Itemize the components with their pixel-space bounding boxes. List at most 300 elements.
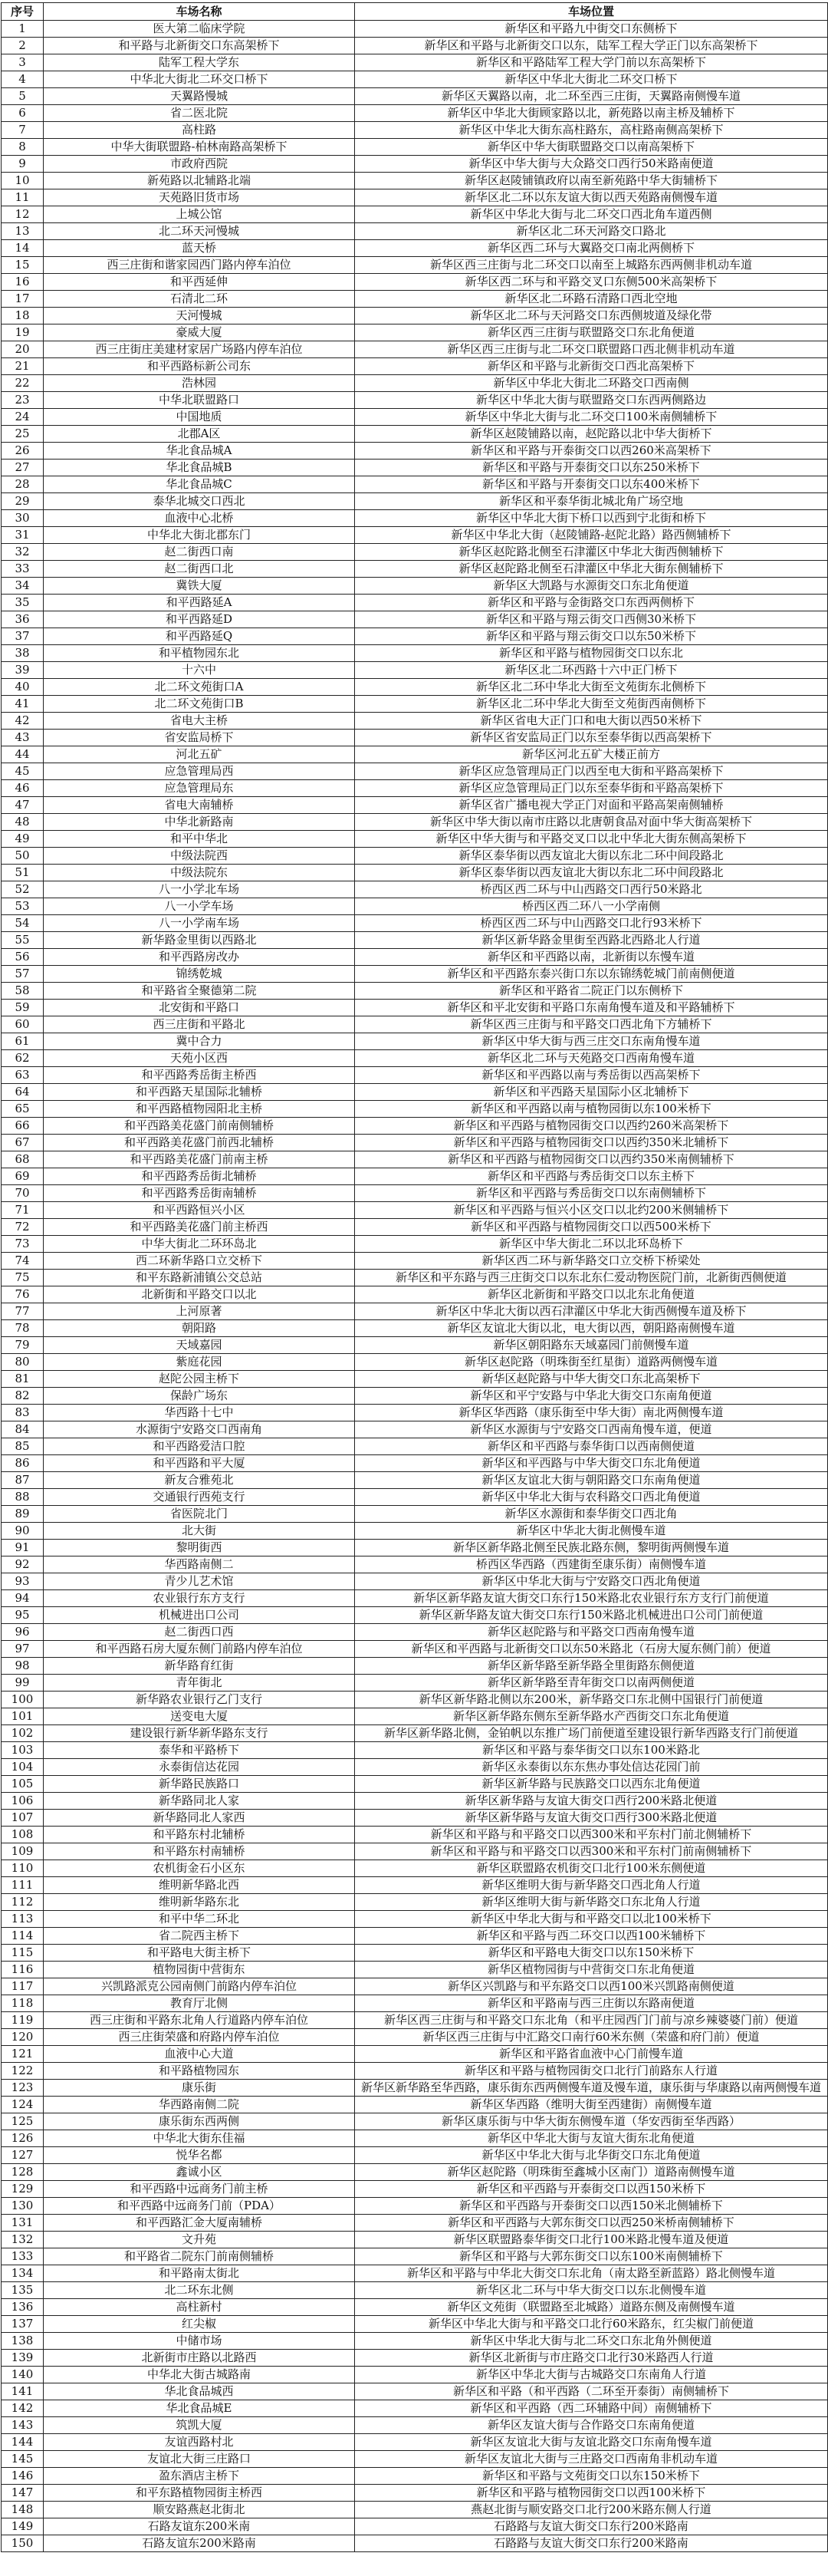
row-lot-name: 上河原著 (44, 1303, 355, 1320)
row-lot-location: 新华区和平西路与北新街交口以东50米路北（石房大厦东侧门前）便道 (355, 1641, 828, 1658)
row-lot-name: 十六中 (44, 662, 355, 679)
row-lot-name: 和平中华北 (44, 831, 355, 848)
row-index: 35 (2, 595, 44, 611)
table-row (2, 122, 828, 139)
table-row (2, 1860, 828, 1877)
row-lot-name: 和平西路美花盛门前南侧辅桥 (44, 1118, 355, 1135)
row-lot-location: 新华区北二环天河路交口路北 (355, 223, 828, 240)
row-lot-name: 华北食品城A (44, 443, 355, 460)
row-lot-location: 新华区西三庄街与和平路交口东北角（和平庄园西门门前与凉乡辣婆婆门前）便道 (355, 2012, 828, 2029)
row-index: 122 (2, 2063, 44, 2080)
table-row (2, 375, 828, 392)
row-lot-location: 新华区兴凯路与和平东路交口以西100米兴凯路南侧便道 (355, 1978, 828, 1995)
table-row (2, 730, 828, 746)
row-lot-location: 新华区和平路与开泰街交口以东400米桥下 (355, 476, 828, 493)
table-row (2, 493, 828, 510)
row-index: 61 (2, 1033, 44, 1050)
table-row (2, 966, 828, 983)
row-lot-name: 赵二街西口西 (44, 1624, 355, 1641)
row-lot-location: 新华区和平路与植物园街交口北行门前路东人行道 (355, 2063, 828, 2080)
table-row (2, 527, 828, 544)
row-index: 26 (2, 443, 44, 460)
table-row (2, 1303, 828, 1320)
row-lot-location: 新华区中华大街以南市庄路以北唐朝食品对面中华大街高架桥下 (355, 814, 828, 831)
table-row (2, 1573, 828, 1590)
table-row (2, 2367, 828, 2383)
row-lot-name: 文升苑 (44, 2232, 355, 2248)
row-index: 109 (2, 1843, 44, 1860)
row-lot-location: 新华区和平西路与植物园街交口以西约260米高架桥下 (355, 1118, 828, 1135)
parking-table (1, 2, 828, 2552)
row-lot-location: 新华区中华北大街下桥口以西到宁北街和桥下 (355, 510, 828, 527)
row-lot-name: 豪威大厦 (44, 324, 355, 341)
row-index: 10 (2, 173, 44, 189)
header-cell-name: 车场名称 (44, 3, 355, 21)
header-cell-index: 序号 (2, 3, 44, 21)
header-row (2, 3, 828, 21)
row-lot-location: 新华区和平路电大街交口以东150米桥下 (355, 1945, 828, 1962)
row-lot-location: 新华区新华路友谊大街交口东行150米路北农业银行东方支行门前便道 (355, 1590, 828, 1607)
row-lot-name: 高柱新村 (44, 2299, 355, 2316)
table-row (2, 1725, 828, 1742)
row-lot-location: 新华区维明大街与新华路交口东北角人行道 (355, 1894, 828, 1911)
row-lot-name: 北郡A区 (44, 426, 355, 443)
row-index: 84 (2, 1421, 44, 1438)
row-index: 117 (2, 1978, 44, 1995)
row-lot-name: 和平西路植物园阳北主桥 (44, 1101, 355, 1118)
row-lot-location: 新华区赵陀路北侧至石津灌区中华北大街东侧辅桥下 (355, 561, 828, 578)
row-index: 9 (2, 156, 44, 173)
row-lot-location: 新华区友谊北大街与友谊北路交口东南角慢车道 (355, 2434, 828, 2451)
row-lot-location: 新华区中华北大街（赵陵铺路-赵陀北路）路西侧辅桥下 (355, 527, 828, 544)
row-lot-location: 新华区西三庄街与中汇路交口南行60米东侧（荣盛和府门前）便道 (355, 2029, 828, 2046)
row-lot-name: 和平西路石房大厦东侧门前路内停车泊位 (44, 1641, 355, 1658)
row-lot-location: 新华区大凯路与水源街交口东北角便道 (355, 578, 828, 595)
row-index: 71 (2, 1202, 44, 1219)
row-lot-location: 新华区和平西路东泰兴街口东以东锦绣乾城门前南侧便道 (355, 966, 828, 983)
table-row (2, 2400, 828, 2417)
row-lot-name: 和平植物园东北 (44, 645, 355, 662)
row-index: 56 (2, 949, 44, 966)
row-lot-name: 医大第二临床学院 (44, 21, 355, 38)
table-row (2, 2080, 828, 2097)
row-lot-name: 教育厅北侧 (44, 1995, 355, 2012)
row-lot-name: 青年街北 (44, 1675, 355, 1692)
row-lot-location: 新华区中华北大街与北华街交口东北角便道 (355, 2147, 828, 2164)
row-lot-name: 冀铁大厦 (44, 578, 355, 595)
row-lot-name: 西三庄街和平路东北角人行道路内停车泊位 (44, 2012, 355, 2029)
row-index: 144 (2, 2434, 44, 2451)
row-lot-name: 北大街 (44, 1523, 355, 1540)
table-row (2, 881, 828, 898)
table-row (2, 1033, 828, 1050)
row-index: 27 (2, 460, 44, 476)
row-lot-name: 和平西路秀岳街北辅桥 (44, 1168, 355, 1185)
row-lot-location: 新华区新华路友谊大街交口东行150米路北机械进出口公司门前便道 (355, 1607, 828, 1624)
row-lot-name: 中级法院西 (44, 848, 355, 865)
row-index: 82 (2, 1388, 44, 1405)
table-row (2, 88, 828, 105)
row-lot-location: 新华区和平西路与开泰街交口以西150米北侧辅桥下 (355, 2198, 828, 2215)
row-index: 128 (2, 2164, 44, 2181)
row-lot-location: 新华区和平路与泰华街交口以东100米路北 (355, 1742, 828, 1759)
row-lot-location: 新华区北二环与天河路交口东西侧坡道及绿化带 (355, 308, 828, 324)
row-lot-name: 和平路植物园东 (44, 2063, 355, 2080)
table-row (2, 1675, 828, 1692)
row-lot-name: 和平路南太街北 (44, 2265, 355, 2282)
table-row (2, 2468, 828, 2485)
table-row (2, 1776, 828, 1793)
row-lot-location: 新华区中华北大街与联盟路交口东西两侧路边 (355, 392, 828, 409)
row-index: 80 (2, 1354, 44, 1371)
row-lot-location: 新华区北二环中华北大街至文苑街西南侧桥下 (355, 696, 828, 713)
row-lot-name: 中华北大街古城路南 (44, 2367, 355, 2383)
row-lot-name: 天苑路旧货市场 (44, 189, 355, 206)
row-lot-location: 新华区省安监局正门以东至泰华街以西高架桥下 (355, 730, 828, 746)
row-lot-name: 西三庄街和平路北 (44, 1016, 355, 1033)
table-row (2, 1489, 828, 1506)
table-row (2, 476, 828, 493)
row-lot-name: 兴凯路派克公园南侧门前路内停车泊位 (44, 1978, 355, 1995)
table-row (2, 2502, 828, 2518)
row-lot-location: 新华区和平路省二院正门以东侧桥下 (355, 983, 828, 1000)
row-lot-name: 中级法院东 (44, 865, 355, 881)
row-index: 40 (2, 679, 44, 696)
row-index: 85 (2, 1438, 44, 1455)
table-row (2, 645, 828, 662)
row-index: 111 (2, 1877, 44, 1894)
row-lot-name: 顺安路燕赵北街北 (44, 2502, 355, 2518)
row-index: 7 (2, 122, 44, 139)
row-lot-name: 维明新华路北西 (44, 1877, 355, 1894)
row-index: 44 (2, 746, 44, 763)
table-row (2, 780, 828, 797)
table-row (2, 2181, 828, 2198)
row-index: 146 (2, 2468, 44, 2485)
table-row (2, 763, 828, 780)
row-lot-name: 紫庭花园 (44, 1354, 355, 1371)
table-row (2, 1286, 828, 1303)
table-row (2, 915, 828, 932)
table-row (2, 1945, 828, 1962)
row-lot-name: 和平西路延Q (44, 628, 355, 645)
row-index: 18 (2, 308, 44, 324)
row-lot-location: 新华区和平西路与中华大街交口东北角便道 (355, 1455, 828, 1472)
row-lot-name: 华西路南侧二 (44, 1556, 355, 1573)
row-lot-name: 和平西路中远商务门前（PDA） (44, 2198, 355, 2215)
row-index: 20 (2, 341, 44, 358)
table-row (2, 1388, 828, 1405)
row-lot-location: 新华区和平宁安路与中华北大街交口东南角便道 (355, 1388, 828, 1405)
row-lot-location: 新华区文苑街（联盟路至北城路）道路东侧及南侧慢车道 (355, 2299, 828, 2316)
row-index: 81 (2, 1371, 44, 1388)
table-row (2, 1540, 828, 1556)
row-lot-location: 新华区水源街与宁安路交口西南角慢车道，便道 (355, 1421, 828, 1438)
row-lot-location: 新华区新华路北侧，金铂帆以东推广场门前便道至建设银行新华西路支行门前便道 (355, 1725, 828, 1742)
row-index: 39 (2, 662, 44, 679)
row-index: 47 (2, 797, 44, 814)
row-lot-location: 新华区和平路与西二环交口以西100米辅桥下 (355, 1928, 828, 1945)
row-lot-name: 和平西路标新公司东 (44, 358, 355, 375)
table-row (2, 1405, 828, 1421)
row-index: 14 (2, 240, 44, 257)
row-lot-location: 新华区和平路省血液中心门前慢车道 (355, 2046, 828, 2063)
row-lot-name: 血液中心大道 (44, 2046, 355, 2063)
table-row (2, 1523, 828, 1540)
row-lot-location: 新华区赵陀路与中华大街交口东北高架桥下 (355, 1371, 828, 1388)
row-index: 33 (2, 561, 44, 578)
table-row (2, 291, 828, 308)
header-cell-location: 车场位置 (355, 3, 828, 21)
row-index: 99 (2, 1675, 44, 1692)
row-lot-location: 新华区西三庄街与联盟路交口东北角便道 (355, 324, 828, 341)
row-index: 29 (2, 493, 44, 510)
row-lot-location: 新华区西三庄街与北二环交口以南至上城路东西两侧非机动车道 (355, 257, 828, 274)
row-lot-name: 黎明街西 (44, 1540, 355, 1556)
row-lot-name: 省电大主桥 (44, 713, 355, 730)
row-lot-location: 新华区新华路金里街至西路北西路北人行道 (355, 932, 828, 949)
row-lot-name: 康乐街 (44, 2080, 355, 2097)
row-index: 129 (2, 2181, 44, 2198)
row-lot-name: 高柱路 (44, 122, 355, 139)
table-row (2, 949, 828, 966)
table-row (2, 2434, 828, 2451)
table-row (2, 2350, 828, 2367)
table-row (2, 1928, 828, 1945)
row-index: 132 (2, 2232, 44, 2248)
table-row (2, 1641, 828, 1658)
row-index: 48 (2, 814, 44, 831)
row-lot-name: 北二环文苑街口A (44, 679, 355, 696)
row-index: 87 (2, 1472, 44, 1489)
row-lot-location: 新华区北二环与中华大街交口以东北侧慢车道 (355, 2282, 828, 2299)
row-lot-location: 新华区新华路至华西路，康乐街东西两侧慢车道及慢车道，康乐街与华康路以南两侧慢车道 (355, 2080, 828, 2097)
row-lot-location: 新华区西二环与大翼路交口南北两侧桥下 (355, 240, 828, 257)
row-lot-name: 和平西路和平大厦 (44, 1455, 355, 1472)
table-row (2, 2046, 828, 2063)
row-index: 68 (2, 1151, 44, 1168)
row-lot-name: 中国地质 (44, 409, 355, 426)
row-lot-location: 新华区和平路与植物园街交口以东北 (355, 645, 828, 662)
row-lot-location: 新华区中华北大街顾家路以北，新苑路以南主桥及辅桥下 (355, 105, 828, 122)
row-lot-name: 华北食品城E (44, 2400, 355, 2417)
row-index: 105 (2, 1776, 44, 1793)
row-lot-location: 新华区友谊北大街与三庄路交口西南角非机动车道 (355, 2451, 828, 2468)
table-row (2, 1962, 828, 1978)
row-lot-location: 新华区中华北大街以西石津灌区中华北大街西侧慢车道及桥下 (355, 1303, 828, 1320)
row-index: 88 (2, 1489, 44, 1506)
row-index: 46 (2, 780, 44, 797)
row-lot-location: 新华区应急管理局正门以东至泰华街和平路高架桥下 (355, 780, 828, 797)
row-index: 123 (2, 2080, 44, 2097)
row-lot-location: 新华区和平路与文苑街交口以东150米桥下 (355, 2468, 828, 2485)
row-lot-name: 华北食品城C (44, 476, 355, 493)
table-row (2, 2164, 828, 2181)
row-index: 69 (2, 1168, 44, 1185)
row-lot-name: 送变电大厦 (44, 1708, 355, 1725)
row-index: 67 (2, 1135, 44, 1151)
row-lot-location: 石路路与友谊大街交口东行200米路南 (355, 2535, 828, 2552)
row-lot-name: 血液中心北桥 (44, 510, 355, 527)
row-index: 125 (2, 2113, 44, 2130)
row-lot-name: 和平路东村北辅桥 (44, 1827, 355, 1843)
row-index: 127 (2, 2147, 44, 2164)
row-lot-name: 泰华和平路桥下 (44, 1742, 355, 1759)
table-row (2, 1016, 828, 1033)
row-index: 110 (2, 1860, 44, 1877)
row-index: 143 (2, 2417, 44, 2434)
table-row (2, 1253, 828, 1270)
row-index: 136 (2, 2299, 44, 2316)
table-row (2, 2383, 828, 2400)
row-lot-name: 水源街宁安路交口西南角 (44, 1421, 355, 1438)
row-lot-name: 植物园街中营街东 (44, 1962, 355, 1978)
table-row (2, 662, 828, 679)
row-lot-location: 新华区中华大街与大众路交口西行50米路南便道 (355, 156, 828, 173)
table-row (2, 1472, 828, 1489)
row-index: 114 (2, 1928, 44, 1945)
table-row (2, 1118, 828, 1135)
table-row (2, 2282, 828, 2299)
row-index: 150 (2, 2535, 44, 2552)
row-lot-name: 中华北大街东佳福 (44, 2130, 355, 2147)
row-lot-location: 新华区和平路与翔云街交口以东50米桥下 (355, 628, 828, 645)
row-index: 113 (2, 1911, 44, 1928)
table-row (2, 1827, 828, 1843)
table-row (2, 2299, 828, 2316)
table-row (2, 2316, 828, 2333)
row-lot-name: 新苑路以北辅路北端 (44, 173, 355, 189)
row-index: 38 (2, 645, 44, 662)
row-lot-location: 新华区中华北大街北二环交口桥下 (355, 71, 828, 88)
row-lot-name: 赵二街西口南 (44, 544, 355, 561)
row-lot-location: 新华区植物园街与中营街交口东北角便道 (355, 1962, 828, 1978)
row-index: 79 (2, 1337, 44, 1354)
table-row (2, 426, 828, 443)
row-index: 145 (2, 2451, 44, 2468)
row-lot-name: 和平西路汇金大厦南辅桥 (44, 2215, 355, 2232)
row-lot-location: 新华区康乐街与中华大街东侧慢车道（华安西街至华西路） (355, 2113, 828, 2130)
row-lot-location: 新华区和平路与植物园街交口以西100米桥下 (355, 2485, 828, 2502)
row-index: 1 (2, 21, 44, 38)
row-index: 97 (2, 1641, 44, 1658)
row-index: 138 (2, 2333, 44, 2350)
row-lot-name: 西三庄街和谐家园西门路内停车泊位 (44, 257, 355, 274)
row-lot-location: 新华区应急管理局正门以西至电大街和平路高架桥下 (355, 763, 828, 780)
row-lot-location: 新华区和平路九中街交口东侧桥下 (355, 21, 828, 38)
row-index: 90 (2, 1523, 44, 1540)
table-row (2, 1168, 828, 1185)
table-row (2, 1590, 828, 1607)
row-index: 95 (2, 1607, 44, 1624)
table-row (2, 2232, 828, 2248)
row-lot-name: 和平西路房改办 (44, 949, 355, 966)
row-lot-location: 新华区北二环中华北大街至文苑街东北侧桥下 (355, 679, 828, 696)
row-lot-name: 中华北大街北郡东门 (44, 527, 355, 544)
row-lot-name: 建设银行新华新华路东支行 (44, 1725, 355, 1742)
row-lot-name: 和平西路延D (44, 611, 355, 628)
row-lot-name: 青少儿艺术馆 (44, 1573, 355, 1590)
table-row (2, 2451, 828, 2468)
row-lot-name: 北安街和平路口 (44, 1000, 355, 1016)
row-lot-location: 新华区中华北大街东高柱路东，高柱路南侧高架桥下 (355, 122, 828, 139)
row-lot-location: 新华区和平北安街和平路口东南角慢车道及和平路辅桥下 (355, 1000, 828, 1016)
row-index: 24 (2, 409, 44, 426)
row-lot-location: 新华区中华北大街与和平路交口以北100米桥下 (355, 1911, 828, 1928)
table-row (2, 2518, 828, 2535)
row-lot-location: 新华区中华大街与西三庄交口东南角慢车道 (355, 1033, 828, 1050)
table-row (2, 1371, 828, 1388)
row-lot-location: 新华区和平西路与秀岳街交口以东南侧辅桥下 (355, 1185, 828, 1202)
row-lot-location: 新华区和平西路以南，北新街以东慢车道 (355, 949, 828, 966)
row-index: 83 (2, 1405, 44, 1421)
row-lot-location: 新华区和平路（和平西路（二环至开泰街）南侧辅桥下 (355, 2383, 828, 2400)
row-index: 8 (2, 139, 44, 156)
row-lot-name: 西三庄街庄美建材家居广场路内停车泊位 (44, 341, 355, 358)
row-index: 76 (2, 1286, 44, 1303)
row-lot-name: 康乐街东西两侧 (44, 2113, 355, 2130)
table-row (2, 1759, 828, 1776)
row-index: 45 (2, 763, 44, 780)
table-row (2, 611, 828, 628)
row-lot-name: 天域嘉园 (44, 1337, 355, 1354)
table-row (2, 1843, 828, 1860)
row-lot-location: 新华区和平西路与开泰街交口以西150米桥下 (355, 2181, 828, 2198)
row-index: 94 (2, 1590, 44, 1607)
table-row (2, 1995, 828, 2012)
table-row (2, 1101, 828, 1118)
row-lot-name: 和平西路美花盛门前南主桥 (44, 1151, 355, 1168)
row-lot-name: 新华路育红街 (44, 1658, 355, 1675)
row-lot-name: 市政府西院 (44, 156, 355, 173)
row-lot-location: 新华区华西路（康乐街至中华大街）南北两侧慢车道 (355, 1405, 828, 1421)
row-lot-location: 新华区和平路陆军工程大学门前以东高架桥下 (355, 54, 828, 71)
row-index: 91 (2, 1540, 44, 1556)
row-lot-location: 新华区和平路与金街路交口东西两侧桥下 (355, 595, 828, 611)
table-row (2, 1793, 828, 1810)
row-index: 98 (2, 1658, 44, 1675)
row-lot-location: 新华区和平路与北新街交口以东，陆军工程大学正门以东高架桥下 (355, 38, 828, 54)
table-row (2, 1658, 828, 1675)
row-lot-name: 石清北二环 (44, 291, 355, 308)
row-lot-name: 保龄广场东 (44, 1388, 355, 1405)
row-index: 73 (2, 1236, 44, 1253)
row-lot-location: 新华区永泰街以东东焦办事处信达花园门前 (355, 1759, 828, 1776)
table-row (2, 831, 828, 848)
row-index: 54 (2, 915, 44, 932)
row-index: 43 (2, 730, 44, 746)
row-lot-name: 和平西路恒兴小区 (44, 1202, 355, 1219)
row-lot-name: 省医院北门 (44, 1506, 355, 1523)
row-lot-location: 新华区赵陀路（明珠街至鑫城小区南门）道路南侧慢车道 (355, 2164, 828, 2181)
row-lot-name: 西三庄街荣盛和府路内停车泊位 (44, 2029, 355, 2046)
table-row (2, 443, 828, 460)
row-index: 58 (2, 983, 44, 1000)
row-lot-location: 新华区新华路与友谊大街交口西行300米路北便道 (355, 1810, 828, 1827)
table-row (2, 932, 828, 949)
table-row (2, 2113, 828, 2130)
row-lot-name: 新友合雅苑北 (44, 1472, 355, 1489)
table-row (2, 2097, 828, 2113)
row-index: 92 (2, 1556, 44, 1573)
row-lot-location: 新华区新华路东侧东至新华路水产西街交口东北角便道 (355, 1708, 828, 1725)
row-lot-name: 北新街和平路交口以北 (44, 1286, 355, 1303)
table-row (2, 983, 828, 1000)
row-index: 16 (2, 274, 44, 291)
row-index: 23 (2, 392, 44, 409)
row-index: 52 (2, 881, 44, 898)
row-index: 17 (2, 291, 44, 308)
